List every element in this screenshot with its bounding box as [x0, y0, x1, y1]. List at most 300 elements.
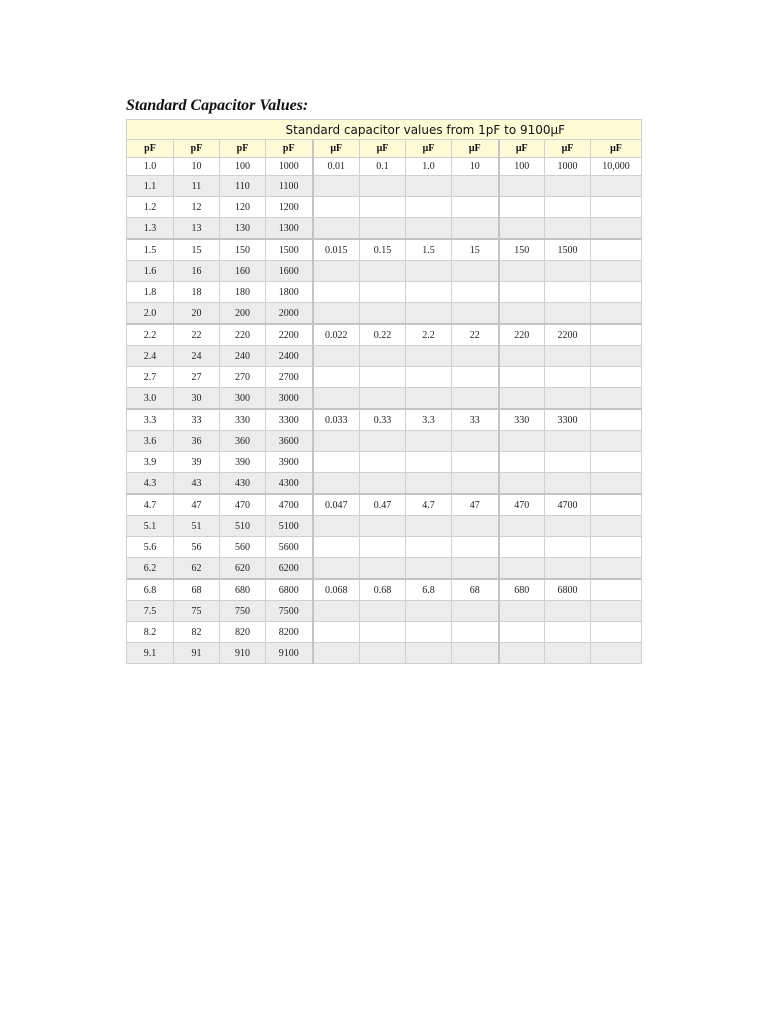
table-cell [452, 516, 499, 537]
table-cell [313, 303, 360, 325]
table-cell [545, 303, 591, 325]
unit-header-cell: μF [452, 140, 499, 158]
table-cell: 270 [220, 367, 266, 388]
table-cell: 0.68 [360, 579, 406, 601]
table-cell [313, 388, 360, 410]
table-cell [313, 643, 360, 664]
table-cell: 180 [220, 282, 266, 303]
table-cell: 0.1 [360, 158, 406, 176]
table-cell: 7.5 [127, 601, 174, 622]
table-cell [406, 537, 452, 558]
table-cell: 20 [174, 303, 220, 325]
table-cell: 68 [174, 579, 220, 601]
table-row [127, 601, 642, 622]
table-row [127, 537, 642, 558]
table-row [127, 452, 642, 473]
table-cell [591, 579, 642, 601]
table-row [127, 176, 642, 197]
table-body [127, 158, 642, 664]
table-cell [591, 324, 642, 346]
table-cell: 1.2 [127, 197, 174, 218]
table-cell: 3600 [266, 431, 313, 452]
table-cell [452, 261, 499, 282]
table-cell: 910 [220, 643, 266, 664]
table-cell: 0.47 [360, 494, 406, 516]
table-cell [452, 346, 499, 367]
table-cell [313, 516, 360, 537]
table-cell [545, 431, 591, 452]
table-cell [406, 261, 452, 282]
table-cell: 1.0 [127, 158, 174, 176]
table-cell [499, 601, 545, 622]
table-cell [313, 261, 360, 282]
table-cell [360, 282, 406, 303]
table-cell: 0.047 [313, 494, 360, 516]
table-cell: 150 [499, 239, 545, 261]
table-cell [360, 367, 406, 388]
table-cell [452, 473, 499, 495]
unit-header-cell: μF [406, 140, 452, 158]
table-cell: 6.2 [127, 558, 174, 580]
table-cell: 16 [174, 261, 220, 282]
table-cell: 220 [220, 324, 266, 346]
table-cell [360, 643, 406, 664]
table-cell: 91 [174, 643, 220, 664]
table-cell [313, 197, 360, 218]
table-cell: 1800 [266, 282, 313, 303]
table-cell: 750 [220, 601, 266, 622]
table-cell: 0.033 [313, 409, 360, 431]
table-cell [591, 218, 642, 240]
table-cell: 13 [174, 218, 220, 240]
table-cell [545, 218, 591, 240]
table-cell [499, 643, 545, 664]
table-cell: 240 [220, 346, 266, 367]
table-cell: 0.15 [360, 239, 406, 261]
table-cell: 1000 [266, 158, 313, 176]
table-cell: 82 [174, 622, 220, 643]
table-cell [406, 622, 452, 643]
table-cell: 1.1 [127, 176, 174, 197]
table-cell: 2200 [266, 324, 313, 346]
table-cell: 360 [220, 431, 266, 452]
table-cell: 6.8 [406, 579, 452, 601]
table-cell [591, 537, 642, 558]
table-cell: 430 [220, 473, 266, 495]
table-cell: 110 [220, 176, 266, 197]
table-cell: 300 [220, 388, 266, 410]
table-cell [499, 622, 545, 643]
table-row [127, 239, 642, 261]
table-cell: 620 [220, 558, 266, 580]
table-row [127, 197, 642, 218]
table-cell [360, 473, 406, 495]
table-cell: 10 [452, 158, 499, 176]
table-cell: 68 [452, 579, 499, 601]
table-cell [452, 388, 499, 410]
table-cell: 1.3 [127, 218, 174, 240]
table-cell [499, 346, 545, 367]
table-cell: 2.2 [406, 324, 452, 346]
table-cell [360, 452, 406, 473]
table-cell: 390 [220, 452, 266, 473]
table-cell: 3300 [266, 409, 313, 431]
table-cell: 1.8 [127, 282, 174, 303]
table-cell [545, 282, 591, 303]
table-cell [406, 218, 452, 240]
table-cell [452, 643, 499, 664]
table-cell: 3.9 [127, 452, 174, 473]
table-row [127, 409, 642, 431]
table-cell [406, 643, 452, 664]
unit-header-cell: μF [313, 140, 360, 158]
table-cell: 100 [499, 158, 545, 176]
table-cell [591, 643, 642, 664]
table-cell: 3.3 [127, 409, 174, 431]
table-cell [452, 622, 499, 643]
table-cell: 680 [220, 579, 266, 601]
table-cell: 18 [174, 282, 220, 303]
table-cell: 1.5 [127, 239, 174, 261]
table-cell [591, 346, 642, 367]
table-cell: 0.22 [360, 324, 406, 346]
table-cell: 1.6 [127, 261, 174, 282]
table-cell: 3900 [266, 452, 313, 473]
table-row [127, 367, 642, 388]
table-cell: 1500 [545, 239, 591, 261]
table-cell [406, 303, 452, 325]
table-cell: 33 [452, 409, 499, 431]
table-cell [545, 516, 591, 537]
table-row [127, 516, 642, 537]
table-cell: 3000 [266, 388, 313, 410]
table-cell [591, 261, 642, 282]
table-cell: 3.3 [406, 409, 452, 431]
table-cell: 51 [174, 516, 220, 537]
table-cell: 2.0 [127, 303, 174, 325]
table-cell [313, 176, 360, 197]
table-cell [499, 516, 545, 537]
table-cell [591, 431, 642, 452]
table-cell [360, 176, 406, 197]
unit-header-cell: pF [174, 140, 220, 158]
table-cell [406, 388, 452, 410]
table-cell [313, 452, 360, 473]
table-cell: 10,000 [591, 158, 642, 176]
table-cell: 9100 [266, 643, 313, 664]
table-cell: 12 [174, 197, 220, 218]
table-cell [591, 282, 642, 303]
table-cell [452, 282, 499, 303]
table-row [127, 388, 642, 410]
table-cell: 8.2 [127, 622, 174, 643]
unit-header-row [127, 140, 642, 158]
table-cell [313, 218, 360, 240]
table-cell [591, 494, 642, 516]
table-cell [499, 537, 545, 558]
table-cell [452, 197, 499, 218]
table-cell [452, 452, 499, 473]
table-cell: 22 [452, 324, 499, 346]
table-cell: 1600 [266, 261, 313, 282]
table-cell [499, 473, 545, 495]
table-cell [313, 558, 360, 580]
table-cell: 4700 [266, 494, 313, 516]
table-cell: 10 [174, 158, 220, 176]
table-cell [360, 558, 406, 580]
table-cell: 0.33 [360, 409, 406, 431]
table-cell: 470 [499, 494, 545, 516]
table-row [127, 346, 642, 367]
table-cell: 33 [174, 409, 220, 431]
table-cell: 5.1 [127, 516, 174, 537]
table-cell [591, 516, 642, 537]
table-cell [360, 346, 406, 367]
table-cell [591, 367, 642, 388]
table-cell [313, 282, 360, 303]
table-cell: 4.7 [406, 494, 452, 516]
table-cell [499, 218, 545, 240]
table-cell [499, 452, 545, 473]
table-cell [313, 601, 360, 622]
table-cell: 2.2 [127, 324, 174, 346]
table-row [127, 558, 642, 580]
table-cell [591, 452, 642, 473]
table-caption: Standard capacitor values from 1pF to 9100μF [127, 120, 642, 140]
table-cell: 1200 [266, 197, 313, 218]
table-cell: 120 [220, 197, 266, 218]
unit-header-cell: μF [591, 140, 642, 158]
table-cell [452, 431, 499, 452]
table-cell [545, 197, 591, 218]
table-cell [360, 431, 406, 452]
table-cell [545, 537, 591, 558]
table-cell [499, 282, 545, 303]
table-cell [313, 622, 360, 643]
table-row [127, 431, 642, 452]
table-cell: 11 [174, 176, 220, 197]
table-cell: 43 [174, 473, 220, 495]
table-row [127, 261, 642, 282]
table-cell [406, 558, 452, 580]
table-cell [406, 367, 452, 388]
table-cell [591, 622, 642, 643]
table-cell: 100 [220, 158, 266, 176]
table-row [127, 622, 642, 643]
table-cell: 47 [452, 494, 499, 516]
table-cell [406, 473, 452, 495]
capacitor-values-table [126, 119, 642, 664]
table-cell: 680 [499, 579, 545, 601]
table-cell: 24 [174, 346, 220, 367]
table-cell: 4300 [266, 473, 313, 495]
table-cell: 1300 [266, 218, 313, 240]
table-row [127, 643, 642, 664]
table-cell: 160 [220, 261, 266, 282]
table-cell: 5.6 [127, 537, 174, 558]
table-cell [406, 197, 452, 218]
table-cell [406, 431, 452, 452]
table-cell: 4.7 [127, 494, 174, 516]
table-caption-row [127, 120, 642, 140]
table-cell [591, 601, 642, 622]
table-row [127, 324, 642, 346]
table-cell: 1.0 [406, 158, 452, 176]
table-cell: 4.3 [127, 473, 174, 495]
table-cell [360, 622, 406, 643]
table-cell [360, 261, 406, 282]
table-row [127, 158, 642, 176]
table-cell: 36 [174, 431, 220, 452]
table-cell [406, 452, 452, 473]
table-cell [545, 643, 591, 664]
table-cell [452, 367, 499, 388]
table-cell: 6.8 [127, 579, 174, 601]
table-cell [591, 558, 642, 580]
table-cell [499, 388, 545, 410]
table-cell: 0.015 [313, 239, 360, 261]
table-cell: 0.01 [313, 158, 360, 176]
table-cell [360, 303, 406, 325]
table-cell: 2.7 [127, 367, 174, 388]
unit-header-cell: μF [360, 140, 406, 158]
table-cell: 9.1 [127, 643, 174, 664]
table-cell: 27 [174, 367, 220, 388]
table-cell [591, 239, 642, 261]
table-cell: 8200 [266, 622, 313, 643]
table-cell [545, 176, 591, 197]
table-cell [591, 176, 642, 197]
table-cell: 0.022 [313, 324, 360, 346]
table-cell: 5100 [266, 516, 313, 537]
table-cell: 2.4 [127, 346, 174, 367]
table-cell: 15 [174, 239, 220, 261]
table-cell [313, 431, 360, 452]
table-cell [360, 537, 406, 558]
table-cell: 2200 [545, 324, 591, 346]
table-cell [499, 431, 545, 452]
table-cell: 6800 [266, 579, 313, 601]
table-cell: 330 [220, 409, 266, 431]
table-cell [452, 176, 499, 197]
unit-header-cell: μF [545, 140, 591, 158]
table-cell [545, 367, 591, 388]
table-cell [313, 367, 360, 388]
table-cell: 220 [499, 324, 545, 346]
table-cell [406, 282, 452, 303]
table-cell: 330 [499, 409, 545, 431]
table-cell [452, 218, 499, 240]
table-cell: 470 [220, 494, 266, 516]
table-cell [545, 388, 591, 410]
table-cell: 6800 [545, 579, 591, 601]
table-cell [452, 558, 499, 580]
table-cell: 62 [174, 558, 220, 580]
table-cell [545, 558, 591, 580]
table-cell: 6200 [266, 558, 313, 580]
table-cell [406, 346, 452, 367]
table-cell [591, 197, 642, 218]
table-cell [499, 261, 545, 282]
table-cell: 75 [174, 601, 220, 622]
table-cell: 1100 [266, 176, 313, 197]
table-cell: 5600 [266, 537, 313, 558]
page-title: Standard Capacitor Values: [126, 97, 309, 114]
table-cell: 1.5 [406, 239, 452, 261]
table-cell [360, 516, 406, 537]
table-cell [499, 367, 545, 388]
table-row [127, 218, 642, 240]
table-cell: 200 [220, 303, 266, 325]
table-cell: 47 [174, 494, 220, 516]
table-cell: 2000 [266, 303, 313, 325]
table-row [127, 282, 642, 303]
table-cell: 15 [452, 239, 499, 261]
table-cell: 510 [220, 516, 266, 537]
table-cell: 3.0 [127, 388, 174, 410]
table-cell [499, 558, 545, 580]
table-row [127, 303, 642, 325]
table-cell [452, 537, 499, 558]
table-cell: 30 [174, 388, 220, 410]
table-cell [360, 218, 406, 240]
table-cell [452, 303, 499, 325]
table-cell: 2400 [266, 346, 313, 367]
table-cell [406, 516, 452, 537]
table-cell [591, 409, 642, 431]
table-cell: 1500 [266, 239, 313, 261]
table-cell: 7500 [266, 601, 313, 622]
table-cell: 1000 [545, 158, 591, 176]
table-cell: 39 [174, 452, 220, 473]
table-cell [313, 537, 360, 558]
table-cell [406, 601, 452, 622]
table-cell [499, 176, 545, 197]
table-cell [452, 601, 499, 622]
unit-header-cell: pF [220, 140, 266, 158]
table-row [127, 494, 642, 516]
table-cell [499, 197, 545, 218]
table-cell [313, 473, 360, 495]
table-cell [545, 452, 591, 473]
table-cell [545, 261, 591, 282]
table-row [127, 579, 642, 601]
table-cell: 820 [220, 622, 266, 643]
table-row [127, 473, 642, 495]
table-cell [360, 388, 406, 410]
table-cell: 22 [174, 324, 220, 346]
table-cell [591, 388, 642, 410]
unit-header-cell: pF [127, 140, 174, 158]
table-cell: 2700 [266, 367, 313, 388]
table-cell: 150 [220, 239, 266, 261]
table-cell [360, 601, 406, 622]
table-cell: 0.068 [313, 579, 360, 601]
unit-header-cell: pF [266, 140, 313, 158]
table-cell: 560 [220, 537, 266, 558]
table-cell: 130 [220, 218, 266, 240]
table-cell [545, 473, 591, 495]
table-cell: 56 [174, 537, 220, 558]
table-cell [545, 601, 591, 622]
table-cell: 4700 [545, 494, 591, 516]
table-cell [591, 303, 642, 325]
table-cell: 3.6 [127, 431, 174, 452]
table-cell [499, 303, 545, 325]
table-cell [313, 346, 360, 367]
table-cell [360, 197, 406, 218]
table-cell [591, 473, 642, 495]
